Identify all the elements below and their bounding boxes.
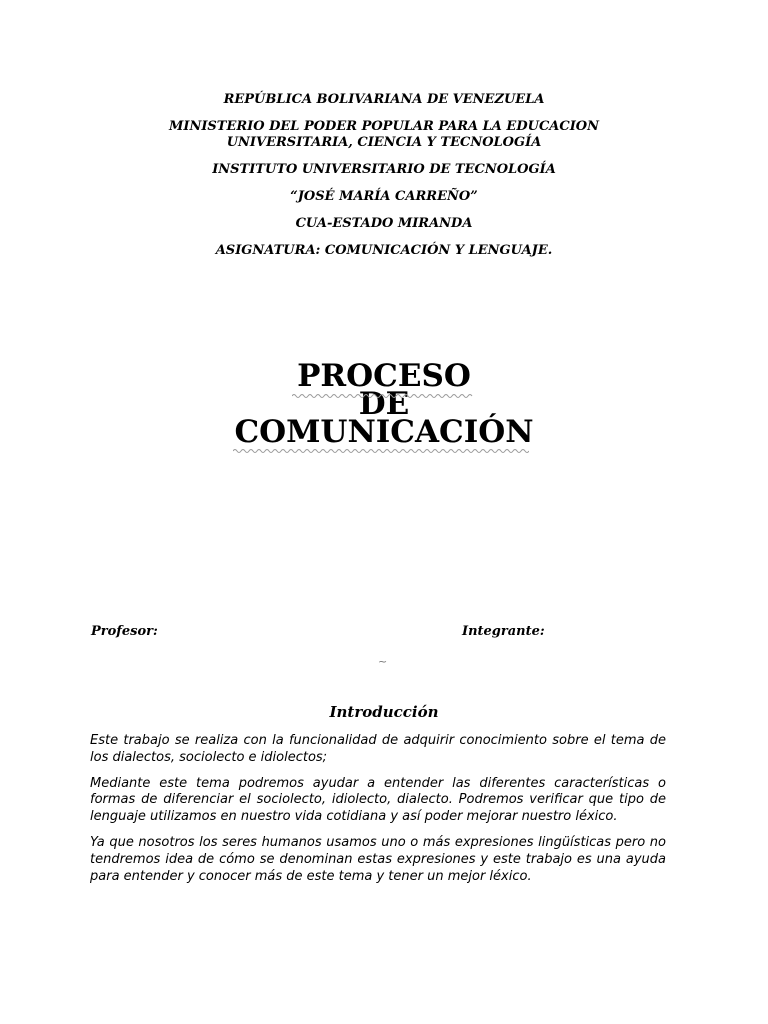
institution-header	[0, 92, 768, 270]
header-ministry: MINISTERIO DEL PODER POPULAR PARA LA EDUCACION	[168, 119, 600, 134]
title-line-2: DE	[358, 386, 410, 422]
header-institute-name: “JOSÉ MARÍA CARREÑO”	[290, 189, 478, 204]
spellcheck-underline-title-2	[233, 448, 529, 454]
document-title	[0, 358, 768, 450]
title-line-3: COMUNICACIÓN	[234, 414, 534, 450]
header-subject: ASIGNATURA: COMUNICACIÓN Y LENGUAJE.	[215, 243, 553, 258]
header-ministry-cont: UNIVERSITARIA, CIENCIA Y TECNOLOGÍA	[226, 135, 542, 150]
header-republic: REPÚBLICA BOLIVARIANA DE VENEZUELA	[223, 92, 545, 107]
intro-paragraph-1: Este trabajo se realiza con la funcionalidad de adquirir conocimiento sobre el tema de los dialectos, sociolecto e idiolectos;	[90, 733, 666, 765]
header-institute: INSTITUTO UNIVERSITARIO DE TECNOLOGÍA	[212, 162, 556, 177]
member-label: Integrante:	[462, 624, 545, 639]
intro-paragraph-2: Mediante este tema podremos ayudar a entender las diferentes características o formas de diferenciar el sociolecto, idiolecto, dialecto. Podremos verificar que tipo de lenguaje utilizamos en nuestro vida cotidiana y así poder mejorar nuestro léxico.	[90, 775, 666, 825]
introduction-heading: Introducción	[329, 703, 439, 721]
header-location: CUA-ESTADO MIRANDA	[295, 216, 473, 231]
spellcheck-underline-title-1	[292, 393, 474, 399]
title-line-1: PROCESO	[297, 358, 471, 394]
introduction-body	[90, 733, 666, 894]
separator-mark: ~	[378, 655, 388, 668]
intro-paragraph-3: Ya que nosotros los seres humanos usamos uno o más expresiones lingüísticas pero no tendremos idea de cómo se denominan estas expresiones y este trabajo es una ayuda para entender y conocer más de este tema y tener un mejor léxico.	[90, 834, 666, 884]
professor-label: Profesor:	[91, 624, 158, 639]
